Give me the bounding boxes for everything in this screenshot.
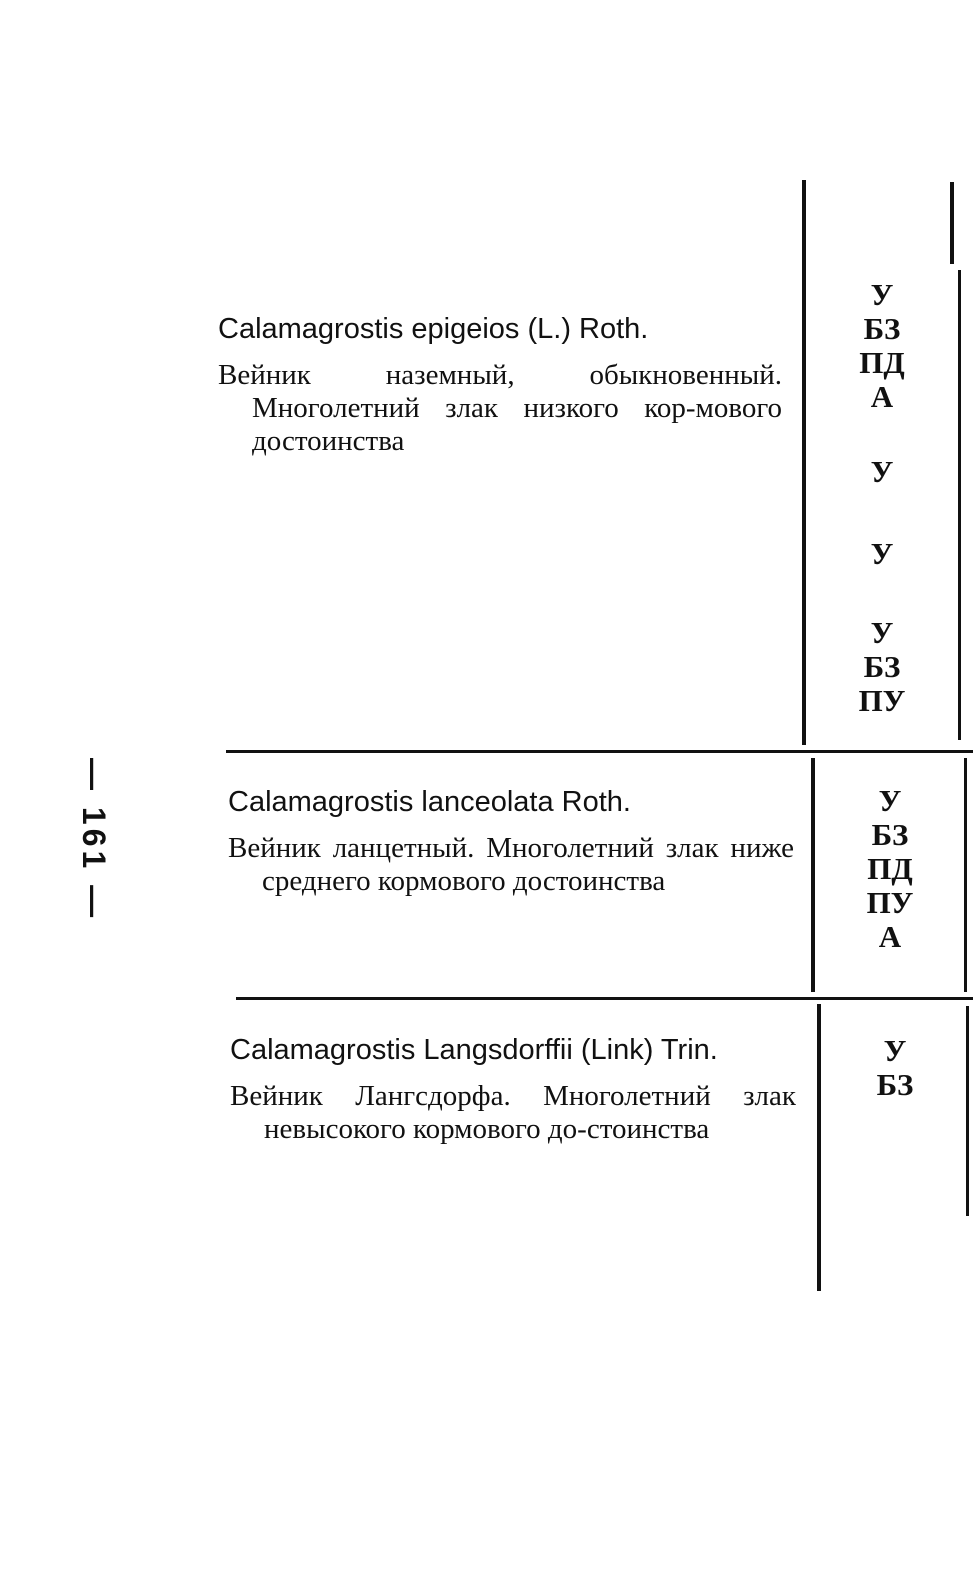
column-divider (817, 1004, 821, 1291)
habitat-codes (827, 616, 937, 718)
column-divider (802, 180, 806, 745)
column-divider (811, 758, 815, 992)
species-entry (228, 786, 794, 898)
species-entry (230, 1034, 796, 1146)
habitat-codes (827, 278, 937, 414)
latin-name: Calamagrostis Langsdorffii (Link) Trin. (230, 1034, 718, 1066)
habitat-codes (840, 1034, 950, 1102)
column-divider-right (950, 182, 954, 264)
habitat-codes (827, 455, 937, 489)
habitat-codes (827, 537, 937, 571)
latin-name: Calamagrostis epigeios (L.) Roth. (218, 313, 649, 345)
habitat-code: А (870, 379, 894, 414)
habitat-code: ПУ (866, 885, 914, 920)
row-separator (236, 997, 973, 1000)
species-entry (218, 313, 782, 458)
column-divider-right (964, 758, 967, 992)
habitat-code: У (878, 783, 902, 818)
habitat-code: У (870, 277, 894, 312)
habitat-code: ПУ (858, 683, 906, 718)
habitat-code: БЗ (876, 1067, 914, 1102)
habitat-codes (835, 784, 945, 954)
habitat-code: БЗ (863, 649, 901, 684)
habitat-code: У (883, 1033, 907, 1068)
species-description: Вейник Лангсдорфа. Многолетний злак невысокого кормового до-стоинства (230, 1080, 796, 1145)
habitat-code: У (870, 615, 894, 650)
column-divider-right (958, 270, 961, 740)
species-description: Вейник наземный, обыкновенный. Многолетний злак низкого кор-мового достоинства (218, 359, 782, 457)
latin-name: Calamagrostis lanceolata Roth. (228, 786, 631, 818)
column-divider-right (966, 1006, 969, 1216)
habitat-code: ПД (859, 345, 905, 380)
row-separator (226, 750, 973, 753)
habitat-code: БЗ (863, 311, 901, 346)
species-description: Вейник ланцетный. Многолетний злак ниже среднего кормового достоинства (228, 832, 794, 897)
habitat-code: ПД (867, 851, 913, 886)
habitat-code: БЗ (871, 817, 909, 852)
habitat-code: А (878, 919, 902, 954)
habitat-code: У (870, 536, 894, 571)
page-number: — 161 — (76, 758, 112, 922)
habitat-code: У (870, 454, 894, 489)
